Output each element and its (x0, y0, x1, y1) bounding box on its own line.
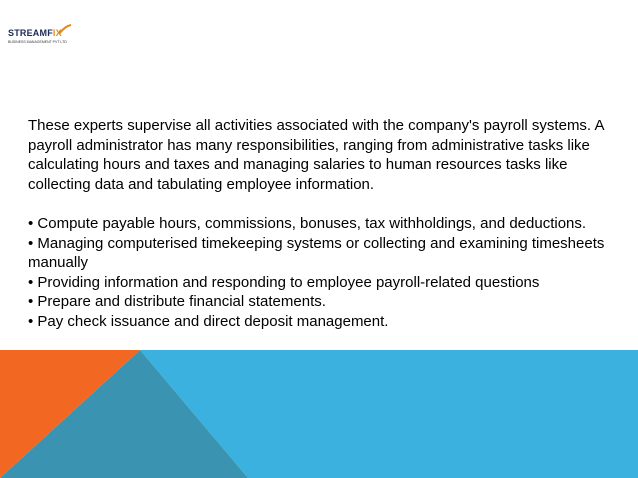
list-item: • Managing computerised timekeeping systems or collecting and examining timesheets manually (28, 234, 605, 272)
list-item: • Compute payable hours, commissions, bonuses, tax withholdings, and deductions. (28, 214, 587, 232)
logo-word-accent: IX (52, 28, 62, 38)
list-item: • Pay check issuance and direct deposit management. (28, 312, 389, 330)
list-item: • Providing information and responding to employee payroll-related questions (28, 273, 540, 291)
logo-word-main: STREAMF (8, 28, 53, 38)
list-item: • Prepare and distribute financial statements. (28, 293, 326, 311)
logo-tagline: BUSINESS MANAGEMENT PVT LTD (8, 40, 67, 44)
intro-paragraph: These experts supervise all activities associated with the company's payroll systems. A payroll administrator has many responsibilities, ranging from administrative tasks like calculating hours and taxes and managing salaries to human resources tasks like collecting data and tabulating employee information. (28, 117, 604, 193)
